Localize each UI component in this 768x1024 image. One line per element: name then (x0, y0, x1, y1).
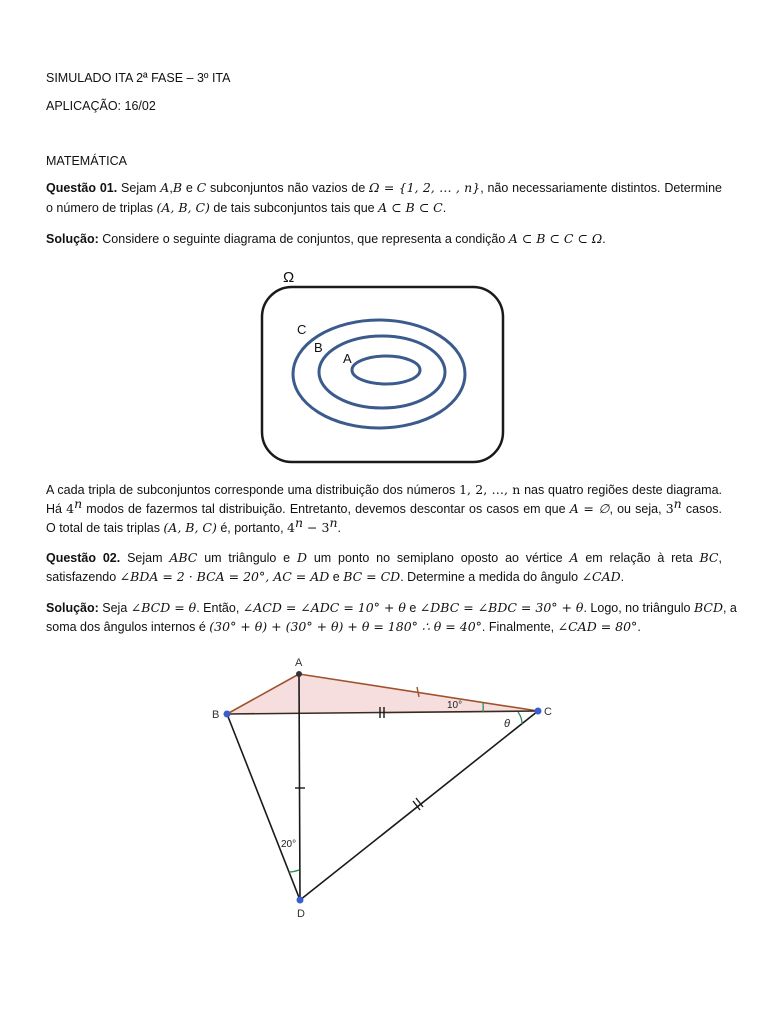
math: ∠ACD = ∠ADC = 10° + θ (242, 600, 406, 615)
angle-arc-d-20 (289, 870, 299, 872)
text: e (405, 601, 420, 615)
text: , (718, 551, 722, 565)
text: Há (46, 502, 67, 516)
math: D (296, 550, 307, 565)
text: . (602, 232, 606, 246)
set-b-label: B (314, 340, 323, 355)
math: (30° + θ) + (30° + θ) + θ = 180° ∴ θ = 40° (209, 619, 482, 634)
text: o número de triplas (46, 201, 157, 215)
math: ∠CAD = 80° (557, 619, 638, 634)
point-d (297, 897, 304, 904)
math: BCD (693, 600, 723, 615)
math: 3 (665, 501, 674, 516)
math: BC (699, 550, 719, 565)
math: Ω = {1, 2, … , n} (369, 180, 481, 195)
text: Sejam (120, 551, 170, 565)
solution-01-label: Solução: (46, 232, 99, 246)
math-exponent: n (329, 514, 338, 530)
math: C (196, 180, 207, 195)
math: A ⊂ B ⊂ C ⊂ Ω (508, 231, 603, 246)
math: 4 (287, 520, 295, 535)
math: (A, B, C) (156, 200, 210, 215)
math-exponent: n (295, 514, 304, 530)
angle-label-d: 20° (281, 839, 297, 850)
math: − 3 (303, 520, 330, 535)
text: é, portanto, (216, 521, 288, 535)
text: satisfazendo (46, 570, 120, 584)
angle-arc-c-theta (518, 712, 522, 724)
text: . Então, (196, 601, 243, 615)
text: subconjuntos não vazios de (206, 181, 370, 195)
math: ∠DBC = ∠BDC = 30° + θ (419, 600, 584, 615)
math: ∠BDA = 2 · BCA = 20°, AC = AD (119, 569, 330, 584)
point-b (224, 711, 231, 718)
question-02-label: Questão 02. (46, 551, 121, 565)
text: . (620, 570, 625, 584)
math: ∠BCD = θ (130, 600, 197, 615)
text: soma dos ângulos internos é (46, 620, 210, 634)
text: um triângulo e (197, 551, 297, 565)
vertex-label-c: C (544, 706, 552, 718)
text: . Finalmente, (481, 620, 558, 634)
set-a-label: A (343, 351, 352, 366)
math: ∠CAD (581, 569, 621, 584)
text: . Determine a medida do ângulo (400, 570, 582, 584)
math: BC = CD (343, 569, 401, 584)
text: . Logo, no triângulo (583, 601, 694, 615)
text: um ponto no semiplano oposto ao vértice (307, 551, 570, 565)
exam-title: SIMULADO ITA 2ª FASE – 3º ITA (46, 71, 231, 85)
triangle-abc-fill (227, 674, 538, 714)
set-c-label: C (297, 322, 307, 337)
math: 4 (66, 501, 75, 516)
question-01-label: Questão 01. (46, 181, 118, 195)
math: A (160, 180, 170, 195)
text: modos de fazermos tal distribuição. Entretanto, devemos descontar os casos em que (82, 502, 570, 516)
math-exponent: n (673, 495, 682, 511)
math: A = ∅ (569, 501, 610, 516)
angle-label-theta: θ (504, 718, 510, 730)
text: Seja (98, 601, 131, 615)
omega-label: Ω (283, 269, 295, 286)
segment-ad (299, 674, 300, 900)
vertex-label-d: D (297, 908, 305, 920)
text: . (442, 201, 447, 215)
text: , a (722, 601, 737, 615)
subject-heading: MATEMÁTICA (46, 154, 128, 168)
text: em relação à reta (578, 551, 700, 565)
vertex-label-b: B (212, 709, 220, 721)
point-c (535, 708, 542, 715)
text: , (169, 181, 173, 195)
vertex-label-a: A (295, 657, 303, 669)
text: de tais subconjuntos tais que (209, 201, 379, 215)
text: A cada tripla de subconjuntos corresponde uma distribuição dos números (46, 483, 460, 497)
math: B (172, 180, 182, 195)
exam-date: APLICAÇÃO: 16/02 (46, 99, 156, 113)
point-a (296, 671, 302, 677)
text: , ou seja, (609, 502, 666, 516)
math: 1, 2, …, n (459, 482, 521, 497)
text: nas quatro regiões deste diagrama. (520, 483, 722, 497)
text: . (337, 521, 341, 535)
math-exponent: n (74, 495, 83, 511)
text: O total de tais triplas (46, 521, 164, 535)
text: , não necessariamente distintos. Determine (480, 181, 722, 195)
text: e (182, 181, 197, 195)
segment-cd (300, 711, 538, 900)
solution-02-label: Solução: (46, 601, 99, 615)
math: (A, B, C) (163, 520, 217, 535)
text: casos. (681, 502, 723, 516)
text: . (637, 620, 641, 634)
text: Considere o seguinte diagrama de conjuntos, que representa a condição (98, 232, 509, 246)
text: Sejam (117, 181, 161, 195)
angle-label-c: 10° (447, 700, 463, 711)
math: A ⊂ B ⊂ C (378, 200, 443, 215)
math: A (569, 550, 579, 565)
math: ABC (169, 550, 198, 565)
text: e (329, 570, 344, 584)
